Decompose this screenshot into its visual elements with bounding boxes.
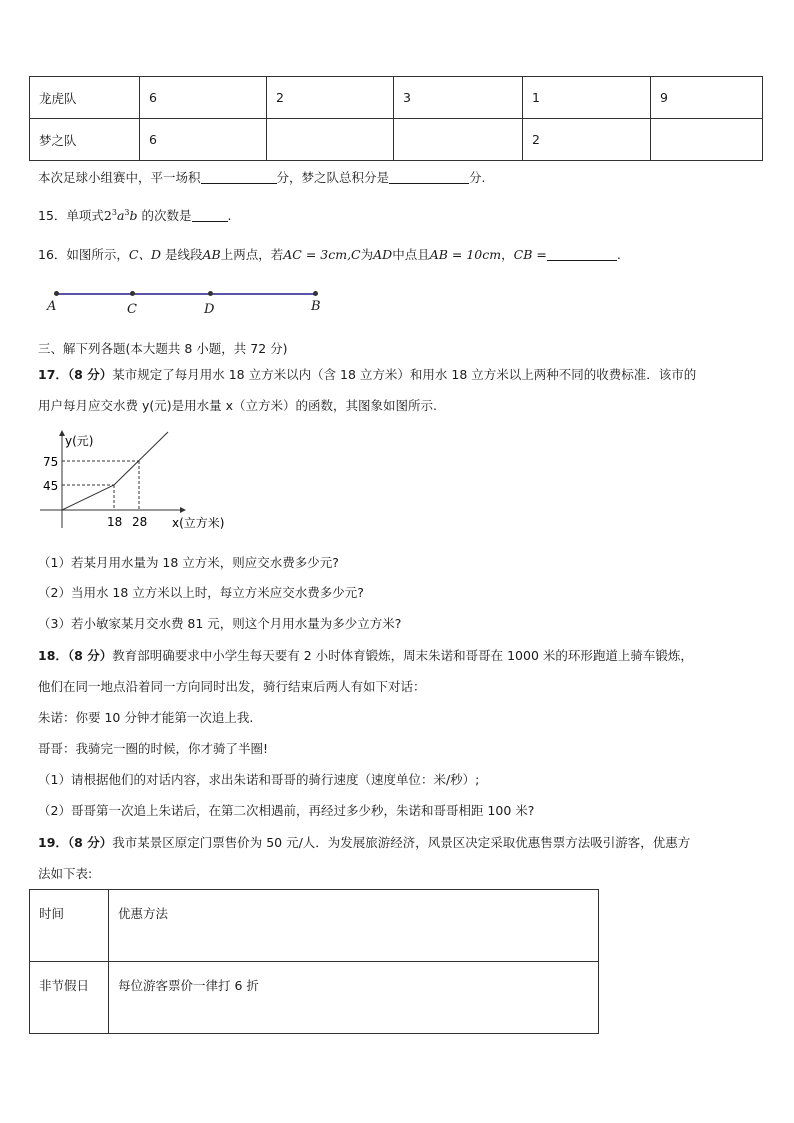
q16-text: 为 [360, 247, 374, 262]
q17-sub3: （3）若小敏家某月交水费 81 元，则这个月用水量为多少立方米? [38, 616, 402, 631]
y-tick-label: 75 [43, 455, 59, 469]
q15-text: 单项式 [66, 208, 104, 224]
table-cell: 3 [394, 77, 523, 119]
section-heading: 三、解下列各题(本大题共 8 小题，共 72 分) [38, 341, 288, 356]
point-label-d: D [204, 302, 215, 317]
q18-line: 朱诺：你要 10 分钟才能第一次追上我. [38, 710, 254, 725]
table-cell: 9 [651, 77, 763, 119]
q19-text: 我市某景区原定门票售价为 50 元/人．为发展旅游经济，风景区决定采取优惠售票方法吸引游客，优惠方 [112, 835, 691, 850]
q17-line: 用户每月应交水费 y(元)是用水量 x（立方米）的函数，其图象如图所示. [38, 398, 437, 413]
expr-exponent: 3 [124, 208, 130, 217]
question-score: （8 分） [67, 835, 113, 850]
q16-text: 如图所示， [66, 247, 129, 262]
point-label-a: A [47, 299, 57, 314]
table-cell: 6 [140, 77, 267, 119]
answer-blank [192, 209, 228, 222]
question-score: （8 分） [67, 648, 113, 663]
q19-line: 法如下表: [38, 866, 93, 881]
point-dot [208, 291, 213, 296]
table-row [30, 77, 763, 119]
expr-variable: b [129, 208, 138, 224]
question-number: 15． [38, 208, 67, 224]
math-expression: AB = 10cm [429, 247, 502, 262]
y-tick-label: 45 [43, 479, 59, 493]
table-cell: 2 [267, 77, 394, 119]
q14-question [38, 170, 486, 186]
q15-text: . [227, 208, 232, 224]
y-axis-label: y(元) [65, 434, 94, 448]
discount-table [29, 889, 599, 1034]
question-number: 16． [38, 247, 67, 262]
q16-text: ， [501, 247, 514, 262]
q14-text: 本次足球小组赛中，平一场积 [38, 170, 201, 185]
q16-text: 上两点，若 [220, 247, 284, 262]
x-tick-label: 18 [107, 515, 123, 529]
monomial-expression [104, 208, 138, 223]
expr-variable: a [116, 208, 125, 224]
point-label-b: B [311, 299, 321, 314]
table-row [30, 962, 599, 1034]
x-tick-label: 28 [132, 515, 148, 529]
q17-text: 某市规定了每月用水 18 立方米以内（含 18 立方米）和用水 18 立方米以上两种不同的收费标准．该市的 [112, 367, 697, 382]
q18-text: 教育部明确要求中小学生每天要有 2 小时体育锻炼，周末朱诺和哥哥在 1000 米的环形跑道上骑车锻炼， [112, 648, 693, 663]
point-dot [130, 291, 135, 296]
question-number: 18． [38, 648, 68, 663]
q16-text: . [616, 247, 621, 262]
score-table [29, 76, 763, 161]
q17-sub1: （1）若某月用水量为 18 立方米，则应交水费多少元? [38, 555, 339, 570]
table-cell: 每位游客票价一律打 6 折 [109, 962, 599, 1034]
table-row [30, 119, 763, 161]
q18-line [38, 648, 693, 664]
table-cell: 1 [523, 77, 651, 119]
table-cell: 时间 [30, 890, 109, 962]
table-cell [394, 119, 523, 161]
q17-sub2: （2）当用水 18 立方米以上时，每立方米应交水费多少元? [38, 585, 364, 600]
math-expression: AC = 3cm,C [283, 247, 361, 262]
table-cell: 非节假日 [30, 962, 109, 1034]
question-number: 19． [38, 835, 68, 850]
math-symbol: AD [373, 247, 393, 262]
math-symbol: C、D [128, 247, 162, 262]
table-row [30, 890, 599, 962]
x-axis-label: x(立方米) [172, 516, 225, 530]
water-fee-graph [30, 428, 250, 536]
q14-text: 分. [469, 170, 486, 185]
team-name: 龙虎队 [30, 77, 140, 119]
q18-line: 哥哥：我骑完一圈的时候，你才骑了半圈! [38, 741, 269, 756]
math-expression: CB = [513, 247, 547, 262]
segment-line [56, 293, 316, 295]
answer-blank [389, 171, 469, 184]
q19-line [38, 835, 690, 851]
math-symbol: AB [202, 247, 221, 262]
point-dot [54, 291, 59, 296]
q16-question [38, 247, 621, 263]
question-number: 17． [38, 367, 68, 382]
x-axis-arrow [180, 507, 186, 513]
answer-blank [547, 248, 617, 261]
table-cell [651, 119, 763, 161]
team-name: 梦之队 [30, 119, 140, 161]
answer-blank [201, 171, 277, 184]
segment-figure [0, 0, 794, 330]
q18-sub1: （1）请根据他们的对话内容，求出朱诺和哥哥的骑行速度（速度单位：米/秒）; [38, 772, 480, 787]
table-cell: 6 [140, 119, 267, 161]
q15-question [38, 205, 232, 224]
table-cell: 优惠方法 [109, 890, 599, 962]
expr-coefficient: 2 [103, 208, 112, 224]
q14-text: 分，梦之队总积分是 [276, 170, 390, 185]
question-score: （8 分） [67, 367, 113, 382]
point-dot [313, 291, 318, 296]
point-label-c: C [127, 302, 137, 317]
expr-exponent: 3 [111, 208, 117, 217]
table-cell: 2 [523, 119, 651, 161]
q18-sub2: （2）哥哥第一次追上朱诺后，在第二次相遇前，再经过多少秒，朱诺和哥哥相距 100 米? [38, 803, 535, 818]
q18-line: 他们在同一地点沿着同一方向同时出发，骑行结束后两人有如下对话： [38, 679, 426, 694]
q17-line [38, 367, 696, 383]
table-cell [267, 119, 394, 161]
q15-text: 的次数是 [141, 208, 192, 224]
q16-text: 中点且 [392, 247, 430, 262]
q16-text: 是线段 [165, 247, 203, 262]
